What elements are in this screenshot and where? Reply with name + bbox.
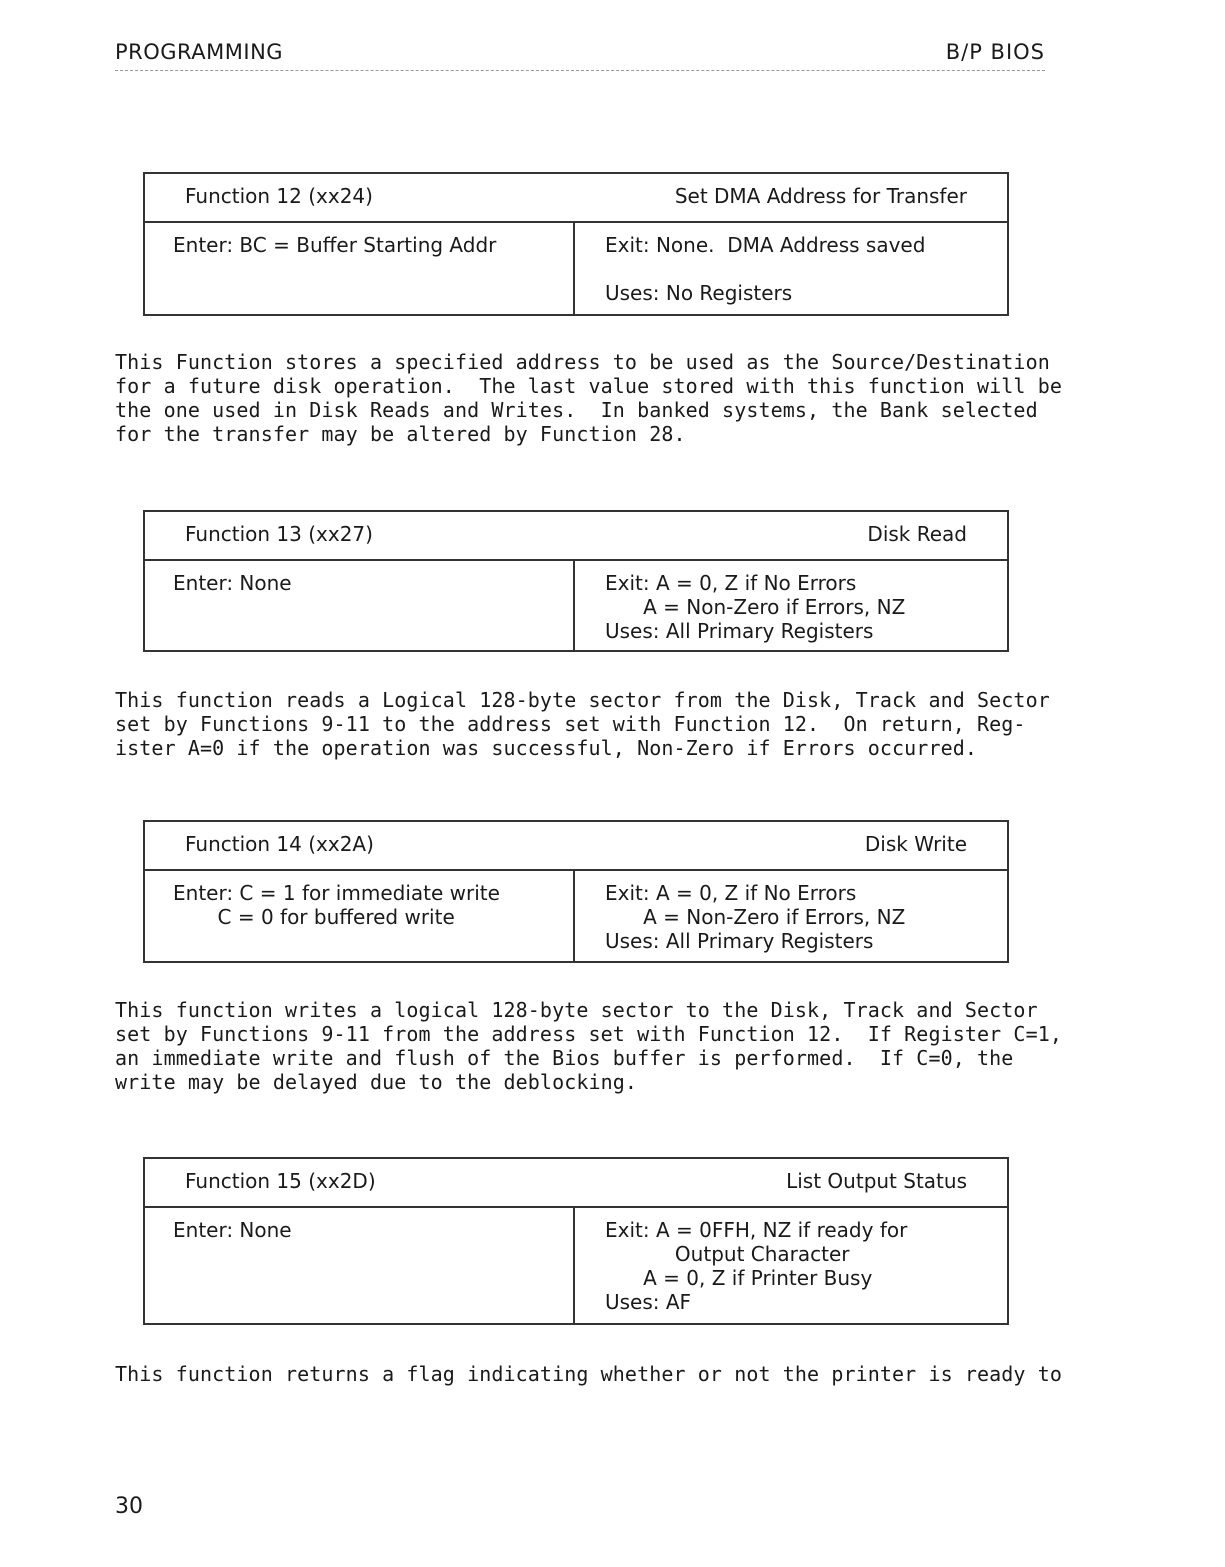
function-14-description: [115, 998, 1062, 1094]
function-name: Function 12 (xx24): [185, 184, 373, 208]
exit-conditions: Exit: A = 0, Z if No Errors A = Non-Zero if Errors, NZ Uses: All Primary Registers: [605, 881, 906, 953]
text-line: This function writes a logical 128-byte sector to the Disk, Track and Sector: [115, 998, 1038, 1022]
text-line: This function returns a flag indicating whether or not the printer is ready to: [115, 1362, 1062, 1386]
text-line: This Function stores a specified address to be used as the Source/Destination: [115, 350, 1050, 374]
enter-conditions: Enter: BC = Buffer Starting Addr: [145, 223, 575, 316]
function-name: Function 15 (xx2D): [185, 1169, 376, 1193]
exit-conditions: Exit: A = 0, Z if No Errors A = Non-Zero if Errors, NZ Uses: All Primary Registers: [605, 571, 906, 643]
text-line: ister A=0 if the operation was successful, Non-Zero if Errors occurred.: [115, 736, 978, 760]
exit-conditions: Exit: A = 0FFH, NZ if ready for Output Character A = 0, Z if Printer Busy Uses: AF: [605, 1218, 908, 1314]
function-box-14: [143, 820, 1009, 963]
function-title-bar: [145, 1159, 1007, 1208]
function-title-bar: [145, 822, 1007, 871]
function-title-bar: [145, 512, 1007, 561]
enter-conditions: Enter: C = 1 for immediate write C = 0 for buffered write: [145, 871, 575, 963]
function-name: Function 13 (xx27): [185, 522, 373, 546]
text-line: for a future disk operation. The last value stored with this function will be: [115, 374, 1062, 398]
text-line: set by Functions 9-11 from the address set with Function 12. If Register C=1,: [115, 1022, 1062, 1046]
function-12-description: [115, 350, 1062, 446]
function-description: Disk Write: [864, 832, 967, 856]
enter-conditions: Enter: None: [145, 1208, 575, 1325]
function-box-12: [143, 172, 1009, 316]
text-line: set by Functions 9-11 to the address set with Function 12. On return, Reg-: [115, 712, 1026, 736]
function-description: List Output Status: [786, 1169, 967, 1193]
text-line: This function reads a Logical 128-byte sector from the Disk, Track and Sector: [115, 688, 1050, 712]
function-description: Disk Read: [867, 522, 967, 546]
function-box-13: [143, 510, 1009, 652]
page-number: 30: [115, 1494, 143, 1519]
function-name: Function 14 (xx2A): [185, 832, 374, 856]
header-chapter-title: B/P BIOS: [945, 40, 1045, 64]
enter-conditions: Enter: None: [145, 561, 575, 652]
function-title-bar: [145, 174, 1007, 223]
function-15-description: [115, 1362, 1062, 1386]
text-line: for the transfer may be altered by Function 28.: [115, 422, 686, 446]
function-io: [145, 223, 1007, 316]
function-description: Set DMA Address for Transfer: [674, 184, 967, 208]
function-io: [145, 871, 1007, 963]
text-line: an immediate write and flush of the Bios buffer is performed. If C=0, the: [115, 1046, 1014, 1070]
function-io: [145, 1208, 1007, 1325]
function-io: [145, 561, 1007, 652]
text-line: write may be delayed due to the deblocking.: [115, 1070, 638, 1094]
page-header: [115, 40, 1045, 71]
function-box-15: [143, 1157, 1009, 1325]
header-section-title: PROGRAMMING: [115, 40, 284, 64]
exit-conditions: Exit: None. DMA Address saved Uses: No Registers: [605, 233, 926, 305]
function-13-description: [115, 688, 1055, 760]
text-line: the one used in Disk Reads and Writes. In banked systems, the Bank selected: [115, 398, 1038, 422]
